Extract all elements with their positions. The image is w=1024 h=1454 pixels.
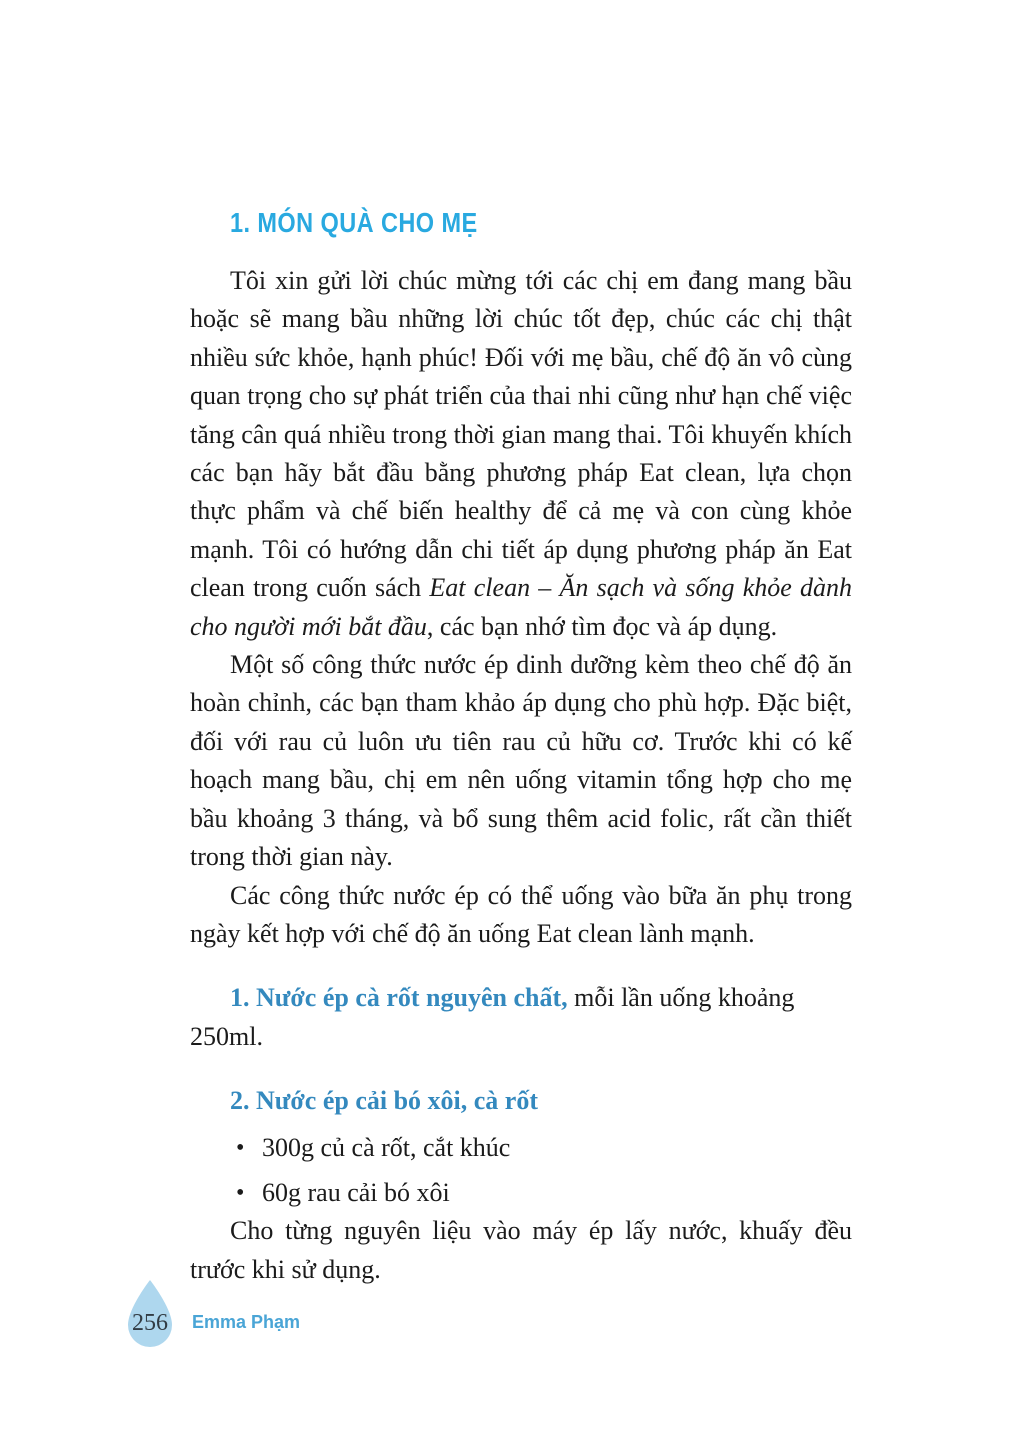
paragraph-intro: [190, 262, 852, 646]
ingredient-list: [190, 1129, 852, 1213]
paragraph-intro-text: Tôi xin gửi lời chúc mừng tới các chị em đang mang bầu hoặc sẽ mang bầu những lời chúc tốt đẹp, chúc các chị thật nhiều sức khỏe, hạnh phúc! Đối với mẹ bầu, chế độ ăn vô cùng quan trọng cho sự phát triển của thai nhi cũng như hạn chế việc tăng cân quá nhiều trong thời gian mang thai. Tôi khuyến khích các bạn hãy bắt đầu bằng phương pháp Eat clean, lựa chọn thực phẩm và chế biến healthy để cả mẹ và con cùng khỏe mạnh. Tôi có hướng dẫn chi tiết áp dụng phương pháp ăn Eat clean trong cuốn sách: [190, 266, 852, 603]
page-number: 256: [132, 1310, 168, 1336]
recipe-1-detail: mỗi lần uống khoảng 250ml.: [190, 983, 795, 1051]
recipe-2-heading-line: [190, 1082, 852, 1120]
book-title-italic: Eat clean – Ăn sạch và sống khỏe dành cho người mới bắt đầu: [190, 573, 853, 641]
paragraph-intro-end: , các bạn nhớ tìm đọc và áp dụng.: [426, 611, 778, 641]
section-title: [230, 208, 852, 238]
paragraph-advice: Một số công thức nước ép dinh dưỡng kèm theo chế độ ăn hoàn chỉnh, các bạn tham khảo áp dụng cho phù hợp. Đặc biệt, đối với rau củ luôn ưu tiên rau củ hữu cơ. Trước khi có kế hoạch mang bầu, chị em nên uống vitamin tổng hợp cho mẹ bầu khoảng 3 tháng, và bổ sung thêm acid folic, rất cần thiết trong thời gian này.: [190, 650, 852, 872]
paragraph-usage: Các công thức nước ép có thể uống vào bữa ăn phụ trong ngày kết hợp với chế độ ăn uống Eat clean lành mạnh.: [190, 880, 852, 948]
recipe-1-heading: 1. Nước ép cà rốt nguyên chất,: [230, 983, 568, 1013]
author-name: Emma Phạm: [192, 1312, 301, 1332]
ingredient-item-spinach: • 60g rau cải bó xôi: [190, 1174, 852, 1212]
recipe-2-heading: 2. Nước ép cải bó xôi, cà rốt: [230, 1086, 539, 1116]
paragraph-instruction: Cho từng nguyên liệu vào máy ép lấy nước, khuấy đều trước khi sử dụng.: [190, 1216, 852, 1284]
ingredient-item-carrot: • 300g củ cà rốt, cắt khúc: [190, 1129, 852, 1167]
page-content: [190, 208, 852, 1289]
section-title-text: 1. MÓN QUÀ CHO MẸ: [230, 207, 478, 238]
recipe-1-line: [190, 979, 852, 1056]
